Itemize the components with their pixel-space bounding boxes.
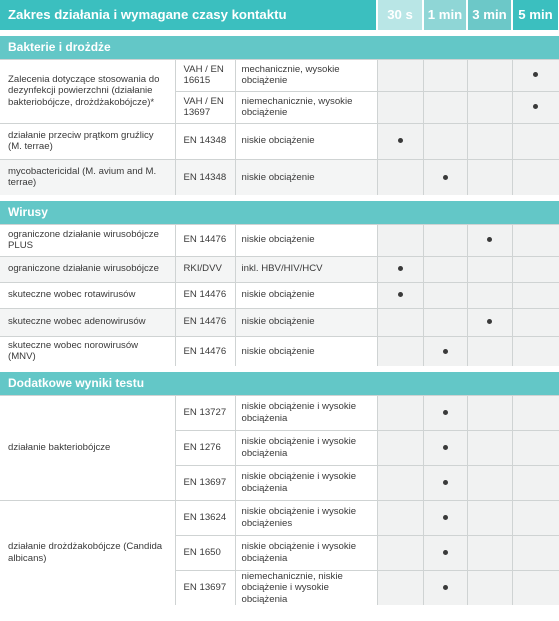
time-cell bbox=[512, 123, 559, 159]
time-cell bbox=[512, 256, 559, 282]
row-norm: EN 14476 bbox=[175, 282, 235, 308]
table-row bbox=[0, 123, 559, 159]
table-row bbox=[0, 308, 559, 336]
row-description: skuteczne wobec rotawirusów bbox=[0, 282, 175, 308]
time-cell bbox=[512, 465, 559, 500]
bullet-icon bbox=[487, 319, 492, 324]
row-load: niskie obciążenie i wysokie obciążenia bbox=[235, 465, 377, 500]
time-cell bbox=[377, 123, 423, 159]
time-cell bbox=[512, 395, 559, 430]
row-norm: EN 13624 bbox=[175, 500, 235, 535]
row-norm: VAH / EN 13697 bbox=[175, 91, 235, 123]
time-cell bbox=[423, 570, 467, 605]
time-cell bbox=[377, 308, 423, 336]
time-cell bbox=[377, 224, 423, 256]
row-description: działanie przeciw prątkom gruźlicy (M. terrae) bbox=[0, 123, 175, 159]
time-cell bbox=[512, 535, 559, 570]
row-load: niskie obciążenie bbox=[235, 308, 377, 336]
section-header bbox=[0, 36, 559, 59]
row-norm: EN 1276 bbox=[175, 430, 235, 465]
row-load: niskie obciążenie bbox=[235, 159, 377, 195]
time-cell bbox=[467, 430, 512, 465]
table-row bbox=[0, 395, 559, 430]
row-norm: EN 13697 bbox=[175, 465, 235, 500]
time-cell bbox=[467, 282, 512, 308]
row-load: niskie obciążenie i wysokie obciążenies bbox=[235, 500, 377, 535]
time-cell bbox=[377, 535, 423, 570]
time-cell bbox=[377, 59, 423, 91]
time-cell bbox=[467, 308, 512, 336]
row-description: ograniczone działanie wirusobójcze PLUS bbox=[0, 224, 175, 256]
time-cell bbox=[467, 159, 512, 195]
section-header bbox=[0, 372, 559, 395]
time-cell bbox=[423, 123, 467, 159]
group-description: działanie drożdżakobójcze (Candida albicans) bbox=[0, 500, 175, 605]
time-cell bbox=[423, 91, 467, 123]
table-title: Zakres działania i wymagane czasy kontaktu bbox=[0, 0, 377, 30]
time-cell bbox=[423, 500, 467, 535]
time-cell bbox=[512, 430, 559, 465]
row-load: niskie obciążenie i wysokie obciążenia bbox=[235, 535, 377, 570]
time-cell bbox=[423, 256, 467, 282]
time-cell bbox=[423, 282, 467, 308]
time-cell bbox=[467, 224, 512, 256]
row-load: niskie obciążenie bbox=[235, 336, 377, 366]
row-load: niskie obciążenie i wysokie obciążenia bbox=[235, 430, 377, 465]
row-description: skuteczne wobec norowirusów (MNV) bbox=[0, 336, 175, 366]
time-cell bbox=[377, 256, 423, 282]
bullet-icon bbox=[443, 585, 448, 590]
bullet-icon bbox=[398, 138, 403, 143]
time-cell bbox=[512, 91, 559, 123]
group-description: działanie bakteriobójcze bbox=[0, 395, 175, 500]
row-norm: RKI/DVV bbox=[175, 256, 235, 282]
table-row bbox=[0, 336, 559, 366]
table-row bbox=[0, 256, 559, 282]
row-norm: EN 14348 bbox=[175, 123, 235, 159]
time-cell bbox=[512, 336, 559, 366]
time-cell bbox=[377, 570, 423, 605]
row-load: niemechanicznie, wysokie obciążenie bbox=[235, 91, 377, 123]
time-cell bbox=[377, 336, 423, 366]
time-cell bbox=[467, 91, 512, 123]
table-row bbox=[0, 59, 559, 91]
time-cell bbox=[423, 159, 467, 195]
time-cell bbox=[467, 500, 512, 535]
time-cell bbox=[467, 123, 512, 159]
row-norm: VAH / EN 16615 bbox=[175, 59, 235, 91]
time-cell bbox=[423, 430, 467, 465]
table-row bbox=[0, 282, 559, 308]
time-5min-header: 5 min bbox=[512, 0, 559, 30]
time-cell bbox=[377, 159, 423, 195]
time-cell bbox=[377, 282, 423, 308]
row-norm: EN 14476 bbox=[175, 224, 235, 256]
time-cell bbox=[512, 500, 559, 535]
time-cell bbox=[512, 308, 559, 336]
row-load: niskie obciążenie bbox=[235, 282, 377, 308]
section-title: Dodatkowe wyniki testu bbox=[0, 372, 559, 395]
row-norm: EN 14348 bbox=[175, 159, 235, 195]
row-description: Zalecenia dotyczące stosowania do dezynfekcji powierzchni (działanie bakteriobójcze, drożdżakobójcze)* bbox=[0, 59, 175, 123]
time-cell bbox=[377, 500, 423, 535]
row-norm: EN 14476 bbox=[175, 308, 235, 336]
row-norm: EN 13697 bbox=[175, 570, 235, 605]
time-cell bbox=[423, 59, 467, 91]
bullet-icon bbox=[487, 237, 492, 242]
bullet-icon bbox=[443, 349, 448, 354]
section-title: Bakterie i drożdże bbox=[0, 36, 559, 59]
row-description: mycobactericidal (M. avium and M. terrae) bbox=[0, 159, 175, 195]
bullet-icon bbox=[533, 72, 538, 77]
bullet-icon bbox=[443, 175, 448, 180]
time-cell bbox=[467, 465, 512, 500]
row-load: niskie obciążenie bbox=[235, 224, 377, 256]
row-load: mechanicznie, wysokie obciążenie bbox=[235, 59, 377, 91]
time-cell bbox=[423, 308, 467, 336]
time-1min-header: 1 min bbox=[423, 0, 467, 30]
time-cell bbox=[512, 59, 559, 91]
row-norm: EN 13727 bbox=[175, 395, 235, 430]
row-load: niskie obciążenie i wysokie obciążenia bbox=[235, 395, 377, 430]
time-cell bbox=[512, 224, 559, 256]
bullet-icon bbox=[443, 445, 448, 450]
time-cell bbox=[512, 570, 559, 605]
table-row bbox=[0, 500, 559, 535]
bullet-icon bbox=[398, 266, 403, 271]
row-norm: EN 14476 bbox=[175, 336, 235, 366]
row-load: niskie obciążenie bbox=[235, 123, 377, 159]
time-cell bbox=[377, 465, 423, 500]
time-cell bbox=[423, 465, 467, 500]
time-cell bbox=[512, 282, 559, 308]
bullet-icon bbox=[533, 104, 538, 109]
section-title: Wirusy bbox=[0, 201, 559, 224]
section-header bbox=[0, 201, 559, 224]
row-description: skuteczne wobec adenowirusów bbox=[0, 308, 175, 336]
bullet-icon bbox=[443, 550, 448, 555]
time-cell bbox=[377, 395, 423, 430]
row-norm: EN 1650 bbox=[175, 535, 235, 570]
time-3min-header: 3 min bbox=[467, 0, 512, 30]
row-description: ograniczone działanie wirusobójcze bbox=[0, 256, 175, 282]
time-cell bbox=[467, 570, 512, 605]
time-cell bbox=[423, 535, 467, 570]
time-30s-header: 30 s bbox=[377, 0, 423, 30]
time-cell bbox=[377, 91, 423, 123]
time-cell bbox=[512, 159, 559, 195]
bullet-icon bbox=[398, 292, 403, 297]
table-row bbox=[0, 159, 559, 195]
table-header bbox=[0, 0, 559, 30]
time-cell bbox=[377, 430, 423, 465]
time-cell bbox=[423, 224, 467, 256]
table-row bbox=[0, 224, 559, 256]
time-cell bbox=[467, 59, 512, 91]
bullet-icon bbox=[443, 410, 448, 415]
time-cell bbox=[467, 535, 512, 570]
time-cell bbox=[467, 336, 512, 366]
row-load: niemechanicznie, niskie obciążenie i wysokie obciążenia bbox=[235, 570, 377, 605]
time-cell bbox=[467, 395, 512, 430]
bullet-icon bbox=[443, 480, 448, 485]
time-cell bbox=[423, 336, 467, 366]
bullet-icon bbox=[443, 515, 448, 520]
time-cell bbox=[467, 256, 512, 282]
time-cell bbox=[423, 395, 467, 430]
row-load: inkl. HBV/HIV/HCV bbox=[235, 256, 377, 282]
